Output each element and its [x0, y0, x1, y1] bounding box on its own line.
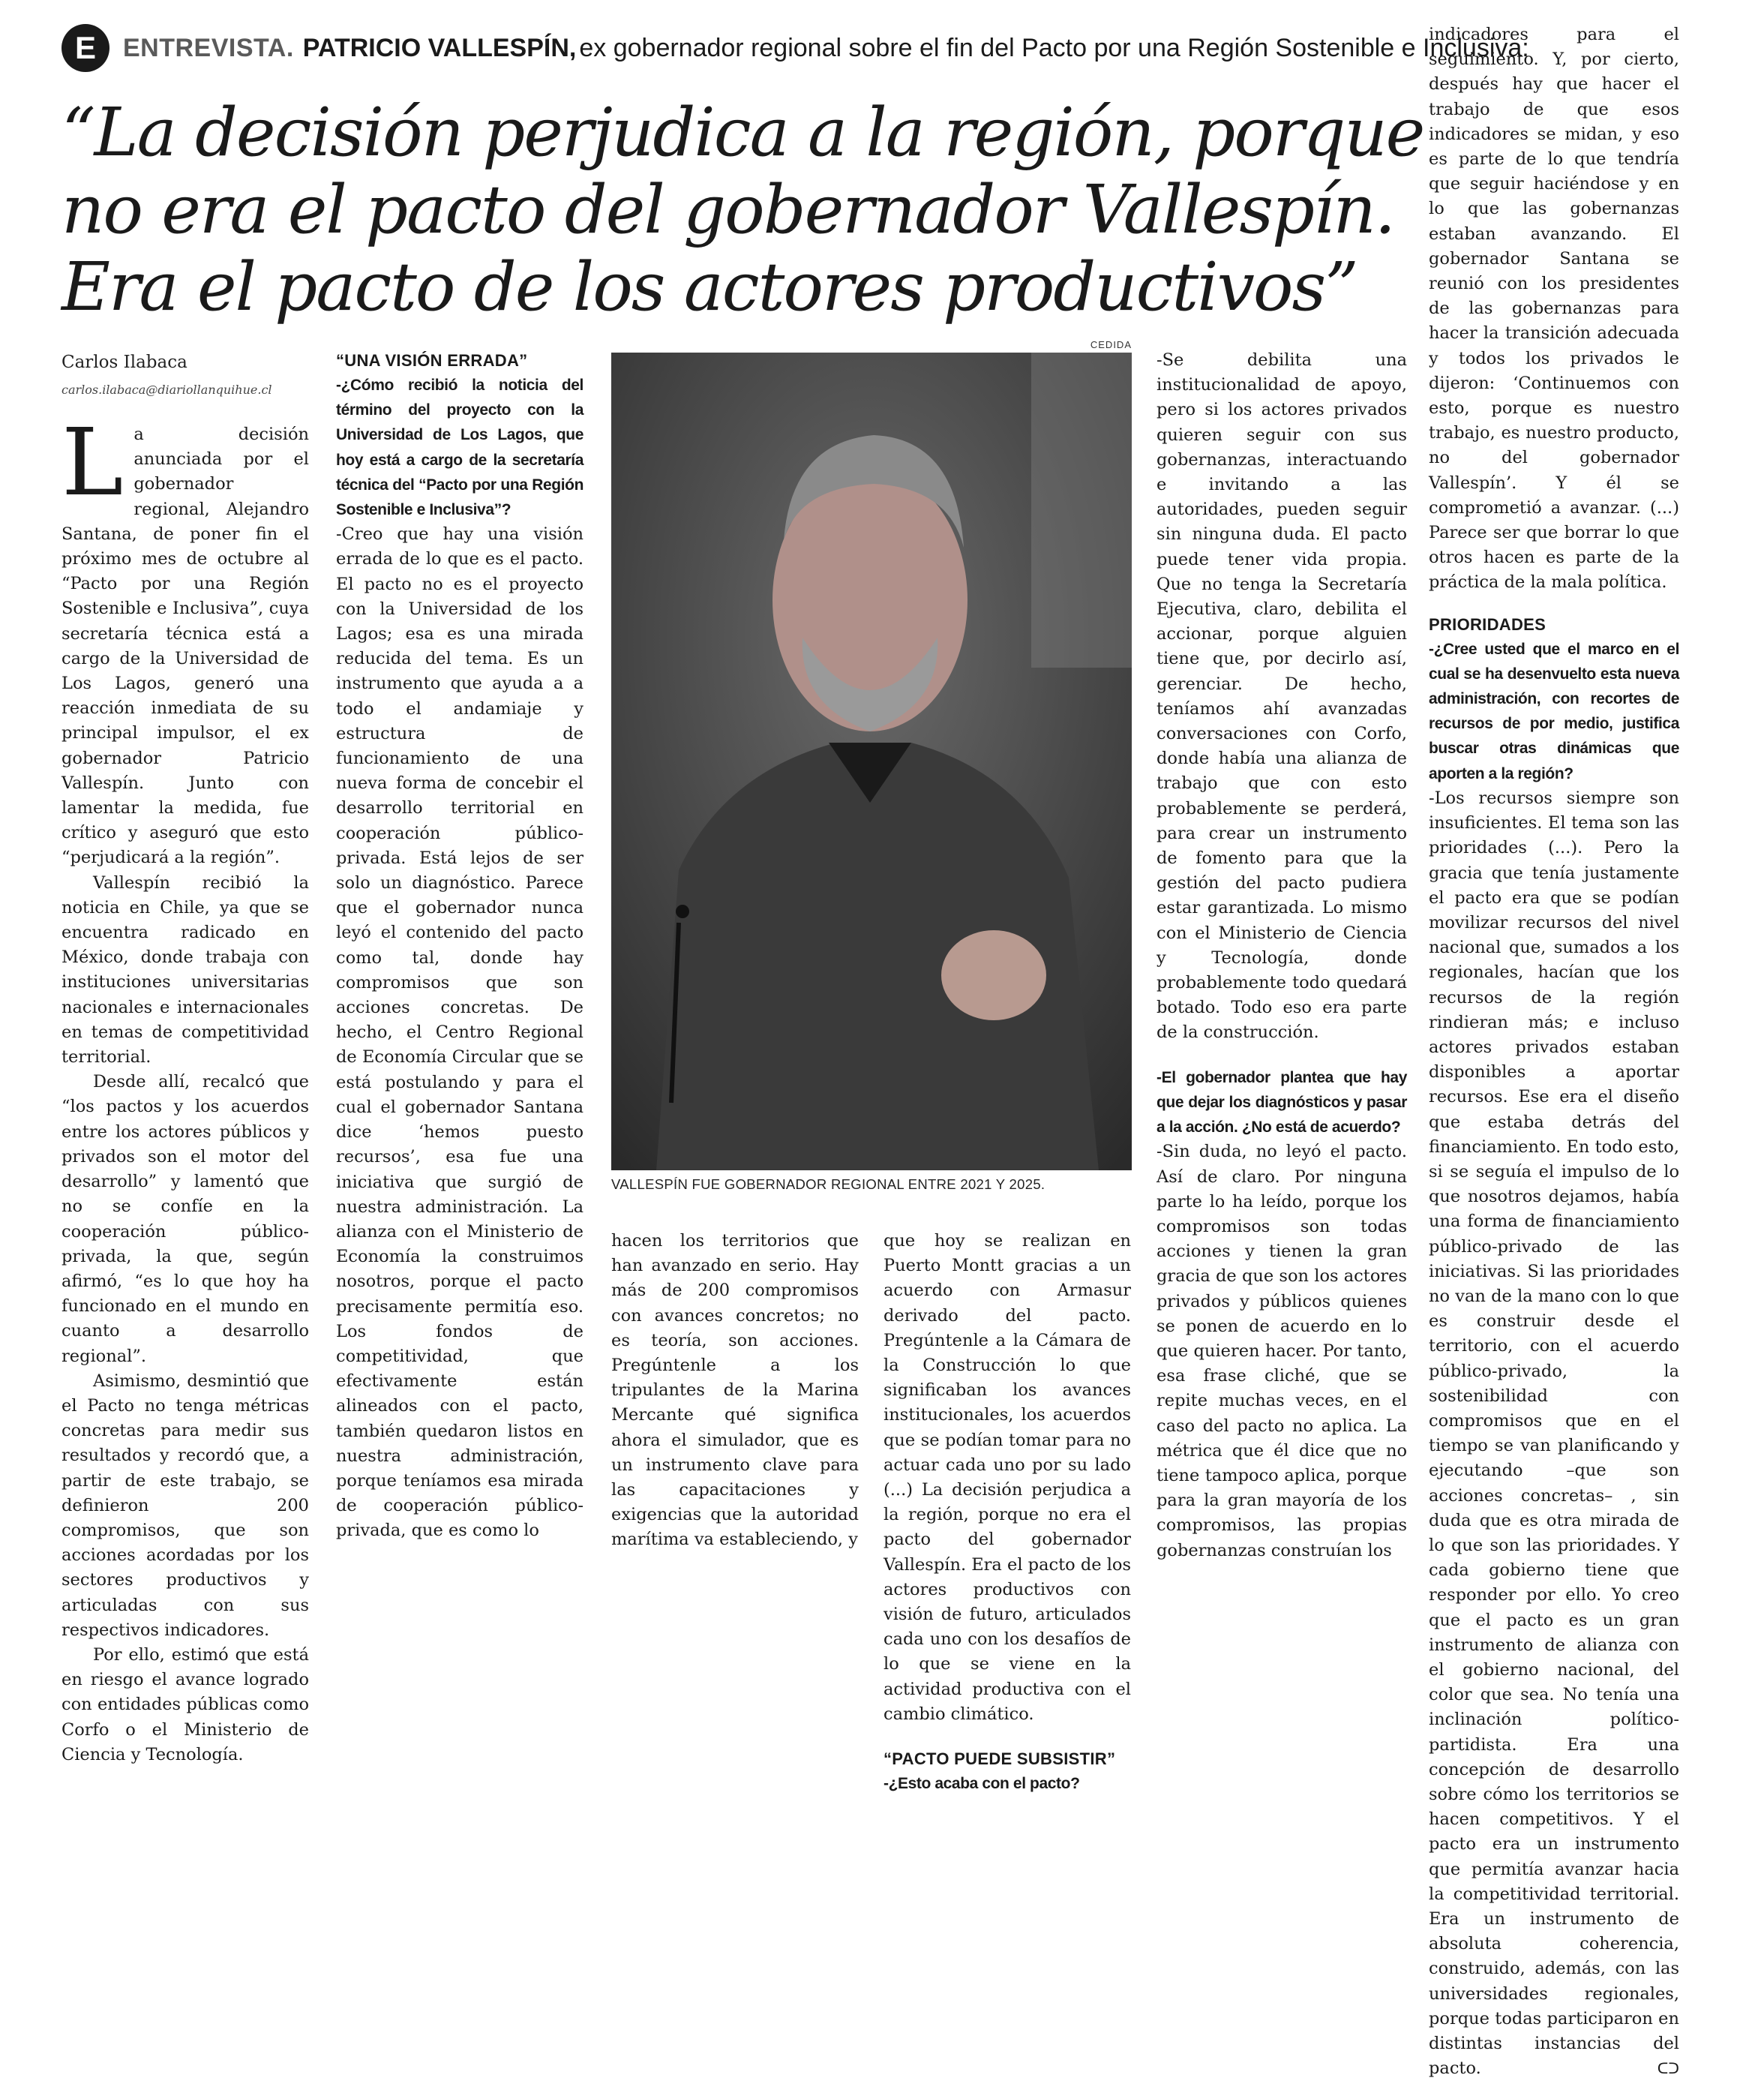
article-column-5: [1156, 348, 1407, 1563]
author-email: carlos.ilabaca@diariollanquihue.cl: [62, 383, 272, 397]
article-column-1: [62, 409, 309, 1767]
body-paragraph: Vallespín recibió la noticia en Chile, ya que se encuentra radicado en México, donde trabaja con instituciones universitarias nacionales e internacionales en temas de competitividad territorial.: [62, 872, 309, 1068]
photo-credit: CEDIDA: [1090, 339, 1132, 350]
lead-text: a decisión anunciada por el gobernador regional, Alejandro Santana, de poner fin el próximo mes de octubre al “Pacto por una Región Sostenible e Inclusiva”, cuya secretaría técnica está a cargo de la Universidad de Los Lagos, generó una reacción inmediata de su principal impulsor, el ex gobernador Patricio Vallespín. Junto con lamentar la medida, fue crítico y aseguró que esto “perjudicará a la región”.: [62, 425, 309, 868]
interview-question: -¿Esto acaba con el pacto?: [884, 1775, 1080, 1793]
interview-answer: [1429, 786, 1679, 2081]
answer-text: -Los recursos siempre son insuficientes. El tema son las prioridades (...). Pero la gracia que tenía justamente el pacto era que se podían movilizar recursos del nivel nacional que, sumados a los regionales, hacían que los recursos de la región rindieran más; e incluso actores privados estaban disponibles a aportar recursos. Ese era el diseño que estaba detrás del financiamiento. En todo esto, si se seguía el impulso de lo que nosotros dejamos, había una forma de financiamiento público-privado de las iniciativas. Si las prioridades no van de la mano con lo que es construir desde el territorio, con el acuerdo público-privado, la sostenibilidad con compromisos que en el tiempo se van planificando y ejecutando –que son acciones concretas– , sin duda que es otra mirada de lo que son las prioridades. Y cada gobierno tiene que responder por ello. Yo creo que el pacto es un gran instrumento de alianza con el gobierno nacional, del color que sea. No tenía una inclinación político-partidista. Era una concepción de desarrollo sobre cómo los territorios se hacen competitivos. Y el pacto era un instrumento que permitía avanzar hacia la competitividad territorial. Era un instrumento de absoluta coherencia, construido, además, con las universidades regionales, porque todas participaron en distintas instancias del pacto.: [1429, 788, 1679, 2079]
section-label: ENTREVISTA.: [123, 33, 294, 62]
article-column-6: [1429, 23, 1679, 2081]
interview-answer-continued: hacen los territorios que han avanzado en serio. Hay más de 200 compromisos con avances concretos; no es teoría, son acciones. Pregúntenle a los tripulantes de la Marina Mercante qué significa ahora el simulador, que es un instrumento clave para las capacitaciones y exigencias que la autoridad marítima va estableciendo, y: [611, 1231, 859, 1550]
headline-line: “La decisión perjudica a la región, porque: [62, 93, 1424, 171]
kicker: [62, 24, 1529, 72]
body-paragraph: Desde allí, recalcó que “los pactos y los acuerdos entre los actores públicos y privados son el motor del desarrollo” y lamentó que no se confíe en la cooperación público-privada, la que, según afirmó, “es lo que hoy ha funcionado en el mundo en cuanto a desarrollo regional”.: [62, 1072, 309, 1366]
lead-paragraph: [62, 409, 309, 871]
headline: [62, 94, 1434, 326]
interview-answer: -Sin duda, no leyó el pacto. Así de claro. Por ninguna parte lo ha leído, porque los compromisos son todas acciones y tienen la gran gracia de que son los actores privados y públicos quienes se ponen de acuerdo en lo que quieren hacer. Por tanto, esa frase cliché, que se repite muchas veces, en el caso del pacto no aplica. La métrica que él dice que no tiene tampoco aplica, porque para la gran mayoría de los compromisos, las propias gobernanzas construían los: [1156, 1142, 1407, 1560]
photo-caption: VALLESPÍN FUE GOBERNADOR REGIONAL ENTRE 2021 Y 2025.: [611, 1176, 1046, 1192]
subheading: “UNA VISIÓN ERRADA”: [336, 351, 528, 370]
body-paragraph: Por ello, estimó que está en riesgo el avance logrado con entidades públicas como Corfo o el Ministerio de Ciencia y Tecnología.: [62, 1644, 309, 1764]
headline-line: Era el pacto de los actores productivos”: [62, 248, 1358, 326]
interviewee-name: PATRICIO VALLESPÍN,: [302, 33, 577, 62]
section-badge: E: [62, 24, 110, 72]
article-column-2: [336, 348, 584, 1544]
interview-answer-continued: -Se debilita una institucionalidad de apoyo, pero si los actores privados quieren seguir con sus gobernanzas, interactuando e invitando a las autoridades, pueden seguir sin ninguna duda. El pacto puede tener vida propia. Que no tenga la Secretaría Ejecutiva, claro, debilita el accionar, porque alguien tiene que, por decirlo así, gerenciar. De hecho, teníamos ahí avanzadas conversaciones con Corfo, donde había una alianza de trabajo que con esto probablemente se perderá, para crear un instrumento de fomento para que la gestión del pacto pudiera estar garantizada. Lo mismo con el Ministerio de Ciencia y Tecnología, donde probablemente todo quedará botado. Todo eso era parte de la construcción.: [1156, 350, 1407, 1043]
kicker-description: ex gobernador regional sobre el fin del Pacto por una Región Sostenible e Inclusiva:: [579, 33, 1529, 62]
headline-line: no era el pacto del gobernador Vallespín.: [62, 170, 1395, 248]
article-column-3: [611, 1229, 859, 1553]
interview-question: -¿Cree usted que el marco en el cual se ha desenvuelto esta nueva administración, con recortes de recursos de por medio, justifica buscar otras dinámicas que aporten a la región?: [1429, 640, 1679, 782]
subheading: PRIORIDADES: [1429, 614, 1546, 634]
interview-answer-continued: que hoy se realizan en Puerto Montt gracias a un acuerdo con Armasur derivado del pacto. Pregúntenle a la Cámara de la Construcción lo que significaban los avances institucionales, los acuerdos que se podían tomar para no actuar cada uno por su lado (...) La decisión perjudica a la región, porque no era el pacto del gobernador Vallespín. Era el pacto de los actores productivos con visión de futuro, articulados cada uno con los desafíos de lo que se viene en la actividad productiva con el cambio climático.: [884, 1231, 1131, 1724]
end-mark: ᑕᑐ: [1657, 2059, 1679, 2078]
byline: [62, 353, 309, 397]
drop-cap: L: [62, 409, 124, 517]
interview-answer-continued: indicadores para el seguimiento. Y, por cierto, después hay que hacer el trabajo de que esos indicadores se midan, y eso es parte de lo que tendría que seguir haciéndose y en lo que las gobernanzas estaban avanzando. El gobernador Santana se reunió con los presidentes de las gobernanzas para hacer la transición adecuada y todos los privados le dijeron: ‘Continuemos con esto, porque es nuestro trabajo, es nuestro producto, no del gobernador Vallespín’. Y él se comprometió a avanzar. (...) Parece ser que borrar lo que otros hacen es parte de la práctica de la mala política.: [1429, 25, 1679, 593]
portrait-photo: [611, 353, 1132, 1170]
interview-question: -El gobernador plantea que hay que dejar los diagnósticos y pasar a la acción. ¿No está de acuerdo?: [1156, 1068, 1407, 1137]
interview-question: -¿Cómo recibió la noticia del término del proyecto con la Universidad de Los Lagos, que hoy está a cargo de la secretaría técnica del “Pacto por una Región Sostenible e Inclusiva”?: [336, 377, 584, 519]
author-name: Carlos Ilabaca: [62, 353, 188, 372]
subheading: “PACTO PUEDE SUBSISTIR”: [884, 1749, 1116, 1769]
body-paragraph: Asimismo, desmintió que el Pacto no tenga métricas concretas para medir sus resultados y recordó que, a partir de este trabajo, se definieron 200 compromisos, que son acciones acordadas por los sectores productivos y articuladas con sus respectivos indicadores.: [62, 1371, 309, 1640]
interview-answer: -Creo que hay una visión errada de lo que es el pacto. El pacto no es el proyecto con la Universidad de los Lagos; esa es una mirada reducida del tema. Es un instrumento que ayuda a a todo el andamiaje y estructura de funcionamiento de una nueva forma de concebir el desarrollo territorial en cooperación público-privada. Está lejos de ser solo un diagnóstico. Parece que el gobernador nunca leyó el contenido del pacto como tal, donde hay compromisos que son acciones concretas. De hecho, el Centro Regional de Economía Circular que se está postulando y para el cual el gobernador Santana dice ‘hemos puesto recursos’, esa fue una iniciativa que surgió de nuestra administración. La alianza con el Ministerio de Economía la construimos nosotros, porque el pacto precisamente permitía eso. Los fondos de competitividad, que efectivamente están alineados con el pacto, también quedaron listos en nuestra administración, porque teníamos esa mirada de cooperación público-privada, que es como lo: [336, 524, 584, 1541]
article-column-4: [884, 1229, 1131, 1796]
